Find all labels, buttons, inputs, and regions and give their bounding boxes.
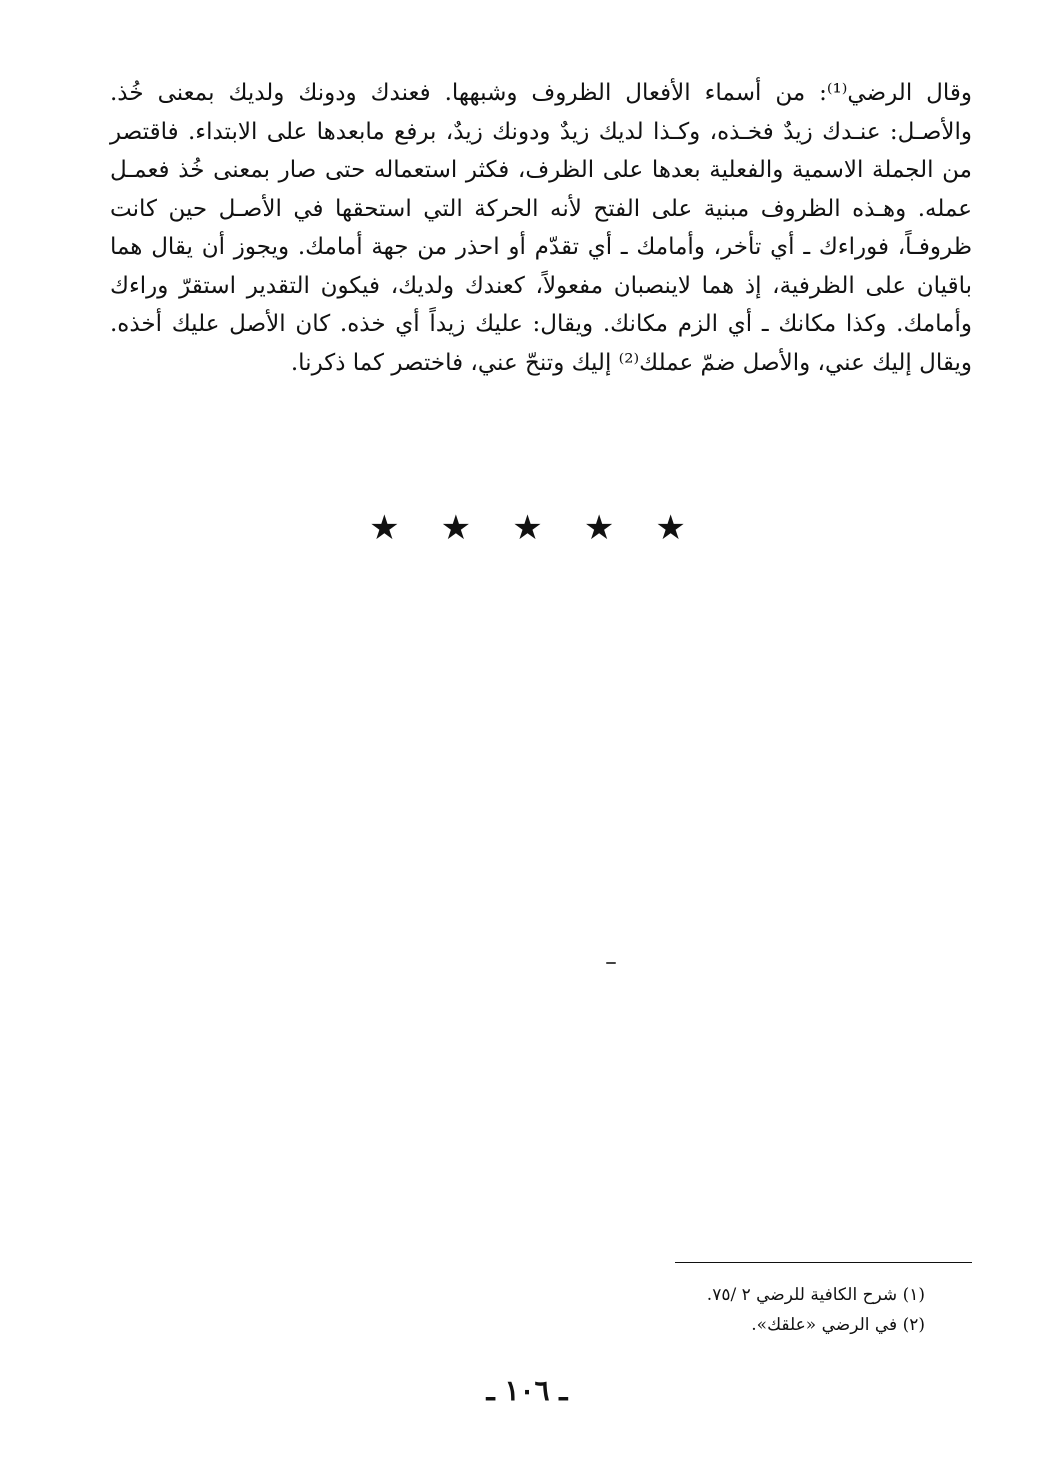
footnote-divider	[675, 1262, 972, 1263]
page-number: ـ ١٠٦ ـ	[486, 1374, 568, 1407]
star-icon: ★	[369, 508, 400, 548]
star-icon: ★	[583, 508, 615, 548]
ink-smudge	[606, 962, 616, 964]
footnotes	[560, 1280, 925, 1340]
footnote-1: (١) شرح الكافية للرضي ٢ /٧٥.	[706, 1285, 925, 1305]
footnote-2: (٢) في الرضي «علقك».	[751, 1315, 925, 1335]
star-icon: ★	[655, 508, 686, 548]
body-paragraph: وقال الرضي⁽¹⁾: من أسماء الأفعال الظروف وشبهها. فعندك ودونك ولديك بمعنى خُذ. والأصـل: عنـدك زيدٌ فخـذه، وكـذا لديك زيدٌ ودونك زيدٌ، برفع مابعدها على الابتداء. فاقتصر من الجملة الاسمية والفعلية بعدها على الظرف، فكثر استعماله حتى صار بمعنى خُذ فعمـل عمله. وهـذه الظروف مبنية على الفتح لأنه الحركة التي استحقها في الأصـل حين كانت ظروفـاً، فوراءك ـ أي تأخر، وأمامك ـ أي تقدّم أو احذر من جهة أمامك. ويجوز أن يقال هما باقيان على الظرفية، إذ هما لاينصبان مفعولاً، كعندك ولديك، فيكون التقدير استقرّ وراءك وأمامك. وكذا مكانك ـ أي الزم مكانك. ويقال: عليك زيداً أي خذه. كان الأصل عليك أخذه. ويقال إليك عني، والأصل ضمّ عملك⁽²⁾ إليك وتنحّ عني، فاختصر كما ذكرنا.	[110, 80, 972, 376]
star-icon: ★	[512, 508, 543, 548]
main-text-block	[110, 74, 972, 382]
star-separator	[0, 508, 1055, 548]
star-icon: ★	[440, 508, 472, 548]
